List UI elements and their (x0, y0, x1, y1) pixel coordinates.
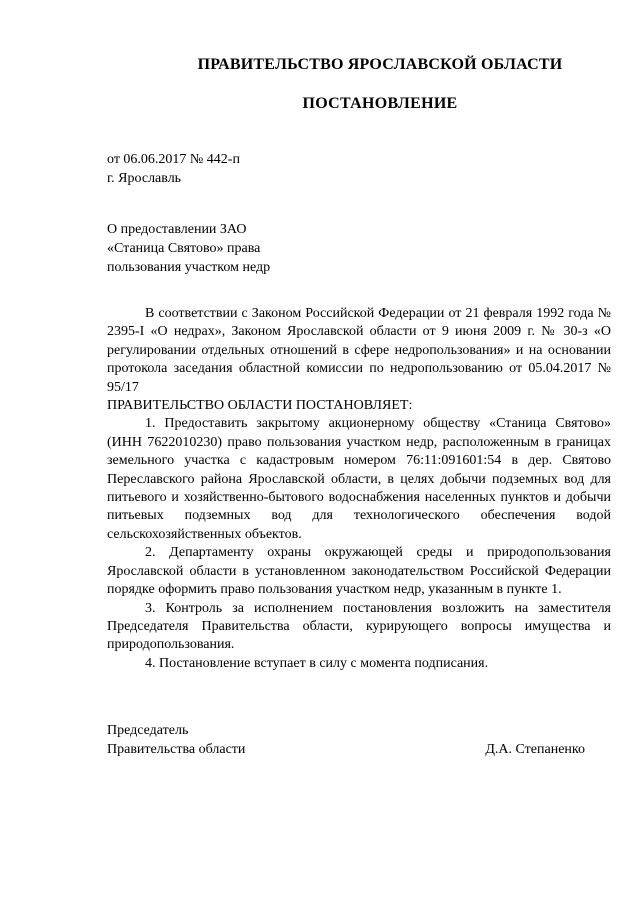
subject-line-2: «Станица Святово» права (107, 241, 261, 256)
item-2-paragraph: 2. Департаменту охраны окружающей среды и природопользования Ярославской области в установленном законодательством Российской Федерации порядке оформить право пользования участком недр, указанным в пункте 1. (107, 545, 611, 598)
document-body (107, 305, 611, 673)
subject-line-1: О предоставлении ЗАО (107, 222, 247, 237)
resolves-line: ПРАВИТЕЛЬСТВО ОБЛАСТИ ПОСТАНОВЛЯЕТ: (107, 398, 413, 414)
item-4-paragraph: 4. Постановление вступает в силу с момента подписания. (145, 655, 489, 671)
city: г. Ярославль (107, 171, 182, 186)
subject-line-3: пользования участком недр (107, 260, 271, 275)
document-type-title: ПОСТАНОВЛЕНИЕ (302, 95, 458, 112)
signatory-title-line-1: Председатель (107, 723, 189, 738)
item-3-paragraph: 3. Контроль за исполнением постановления возложить на заместителя Председателя Правительства области, курирующего вопросы имущества и природопользования. (107, 600, 611, 653)
signatory-title-line-2: Правительства области (107, 742, 246, 757)
document-meta (107, 150, 240, 188)
signature-block (107, 721, 611, 759)
government-title: ПРАВИТЕЛЬСТВО ЯРОСЛАВСКОЙ ОБЛАСТИ (197, 56, 563, 73)
item-1-paragraph: 1. Предоставить закрытому акционерному обществу «Станица Святово» (ИНН 7622010230) право пользования участком недр, расположенным в границах земельного участка с кадастровым номером 76:11:091601:54 в дер. Святово Переславского района Ярославской области, в целях добычи подземных вод для питьевого и хозяйственно-бытового водоснабжения населенных пунктов и добычи питьевых подземных вод для технологического обеспечения водой сельскохозяйственных объектов. (107, 416, 611, 542)
signatory-name: Д.А. Степаненко (485, 742, 585, 757)
document-subject (107, 220, 270, 277)
date-number: от 06.06.2017 № 442-п (107, 152, 240, 167)
preamble-paragraph: В соответствии с Законом Российской Федерации от 21 февраля 1992 года № 2395-I «О недрах», Законом Ярославской области от 9 июня 2009 г. № 30-з «О регулировании отдельных отношений в сфере недропользования» и на основании протокола заседания областной комиссии по недропользованию от 05.04.2017 № 95/17 (107, 306, 611, 395)
